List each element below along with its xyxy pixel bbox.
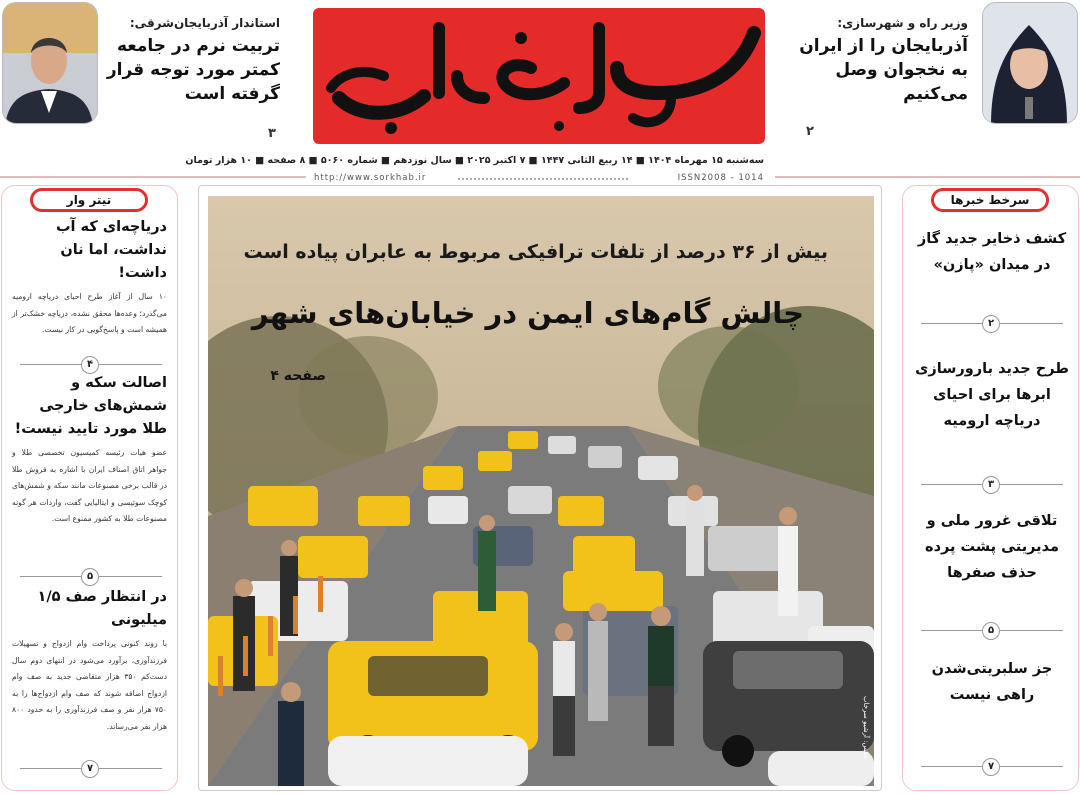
left-story-3-body: با روند کنونی پرداخت وام ازدواج و تسهیلات فرزندآوری، برآورد می‌شود در انتهای دوم سال دست‌کم ۳۵۰ هزار متقاضی جدید به صف وام ازدواج اضافه شوند که صف وام ازدواج‌ها را به ۷۵۰ هزار نفر و صف فرزندآوری را به حدود ۸۰۰ هزار نفر می‌رساند.: [12, 639, 167, 731]
left-story-3[interactable]: [12, 586, 167, 735]
newspaper-logo: [313, 8, 765, 144]
left-story-1-title: دریاچه‌ای که آب نداشت، اما نان داشت!: [55, 219, 167, 281]
issue-info: سه‌شنبه ۱۵ مهرماه ۱۴۰۴ ■ ۱۴ ربیع الثانی ۱۴۴۷ ■ ۷ اکتبر ۲۰۲۵ ■ سال نوزدهم ■ شماره ۵۰۶۰ ■ ۸ صفحه ■ ۱۰ هزار تومان: [185, 155, 764, 166]
right-story-3-page: ۵: [982, 622, 1000, 640]
right-story-2-page-marker: [921, 476, 1063, 492]
left-story-2-body: عضو هیات رئیسه کمیسیون تخصصی طلا و جواهر اتاق اصناف ایران با اشاره به فروش طلا در قالب برخی مصنوعات مانند سکه و شمش‌های کوچک سوئیسی و ایتالیایی گفت، واردات هر گونه مصنوعات طلا به کشور ممنوع است.: [12, 448, 167, 523]
right-mast-page-number: ۲: [806, 124, 814, 139]
left-mast-kicker: استاندار آذربایجان‌شرقی:: [129, 16, 280, 30]
right-story-1-page-marker: [921, 315, 1063, 331]
dotted-divider: [458, 178, 628, 180]
left-story-2-title: اصالت سکه و شمش‌های خارجی طلا مورد تایید نیست!: [14, 375, 167, 437]
main-story[interactable]: [208, 196, 874, 786]
right-story-3[interactable]: تلاقی غرور ملی و مدیریتی پشت پرده حذف صفرها: [925, 513, 1059, 581]
right-mast-story[interactable]: [788, 16, 968, 106]
left-story-3-title: در انتظار صف ۱/۵ میلیونی: [37, 589, 167, 628]
street-traffic-photo: [208, 196, 874, 786]
left-story-1[interactable]: [12, 216, 167, 339]
photo-credit: عکس: آرشیو سرخاب: [862, 696, 870, 760]
issn-number: ISSN2008 - 1014: [677, 173, 764, 183]
logo-calligraphy-icon: [299, 0, 779, 154]
main-headline: چالش گام‌های ایمن در خیابان‌های شهر: [251, 296, 804, 330]
right-mast-headline: آذربایجان را از ایران به نخجوان وصل می‌کنیم: [799, 36, 968, 104]
left-story-3-page-marker: [20, 760, 162, 776]
left-story-2[interactable]: [12, 372, 167, 528]
left-mast-story[interactable]: [100, 16, 280, 106]
right-mast-kicker: وزیر راه و شهرسازی:: [837, 16, 968, 30]
right-story-2[interactable]: طرح جدید بارورسازی ابرها برای احیای دریاچه ارومیه: [915, 361, 1069, 429]
left-story-2-page-marker: [20, 568, 162, 584]
right-story-1[interactable]: کشف ذخایر جدید گاز در میدان «پازن»: [917, 231, 1067, 273]
left-mast-headline: تربیت نرم در جامعه کمتر مورد توجه قرار گرفته است: [106, 36, 280, 104]
left-column: [1, 185, 178, 791]
url-bar: [310, 173, 770, 185]
left-column-badge: تیتر وار: [30, 188, 148, 212]
left-mast-page-number: ۳: [268, 126, 276, 141]
masthead-divider-left: [0, 176, 306, 178]
masthead: [0, 0, 1080, 183]
left-story-1-page: ۴: [81, 356, 99, 374]
left-story-1-body: ۱۰ سال از آغاز طرح احیای دریاچه ارومیه می‌گذرد؛ وعده‌ها محقق نشده، دریاچه خشک‌تر از همیشه است و پاسخ‌گویی در کار نیست.: [12, 292, 167, 334]
minister-photo: [982, 2, 1078, 124]
masthead-divider-right: [775, 176, 1080, 178]
right-column-badge: سرخط خبرها: [931, 188, 1049, 212]
left-story-1-page-marker: [20, 356, 162, 372]
right-story-2-page: ۳: [982, 476, 1000, 494]
main-page-reference[interactable]: صفحه ۴: [270, 368, 326, 384]
right-story-4[interactable]: جز سلبریتی‌شدن راهی نیست: [931, 661, 1053, 703]
governor-photo: [2, 2, 98, 124]
right-column: [902, 185, 1079, 791]
right-story-4-page: ۷: [982, 758, 1000, 776]
right-story-3-page-marker: [921, 622, 1063, 638]
right-story-1-page: ۲: [982, 315, 1000, 333]
main-subheadline: بیش از ۳۶ درصد از تلفات ترافیکی مربوط به عابران پیاده است: [243, 241, 828, 263]
left-story-3-page: ۷: [81, 760, 99, 778]
website-url[interactable]: http://www.sorkhab.ir: [314, 173, 427, 183]
right-story-4-page-marker: [921, 758, 1063, 774]
left-story-2-page: ۵: [81, 568, 99, 586]
